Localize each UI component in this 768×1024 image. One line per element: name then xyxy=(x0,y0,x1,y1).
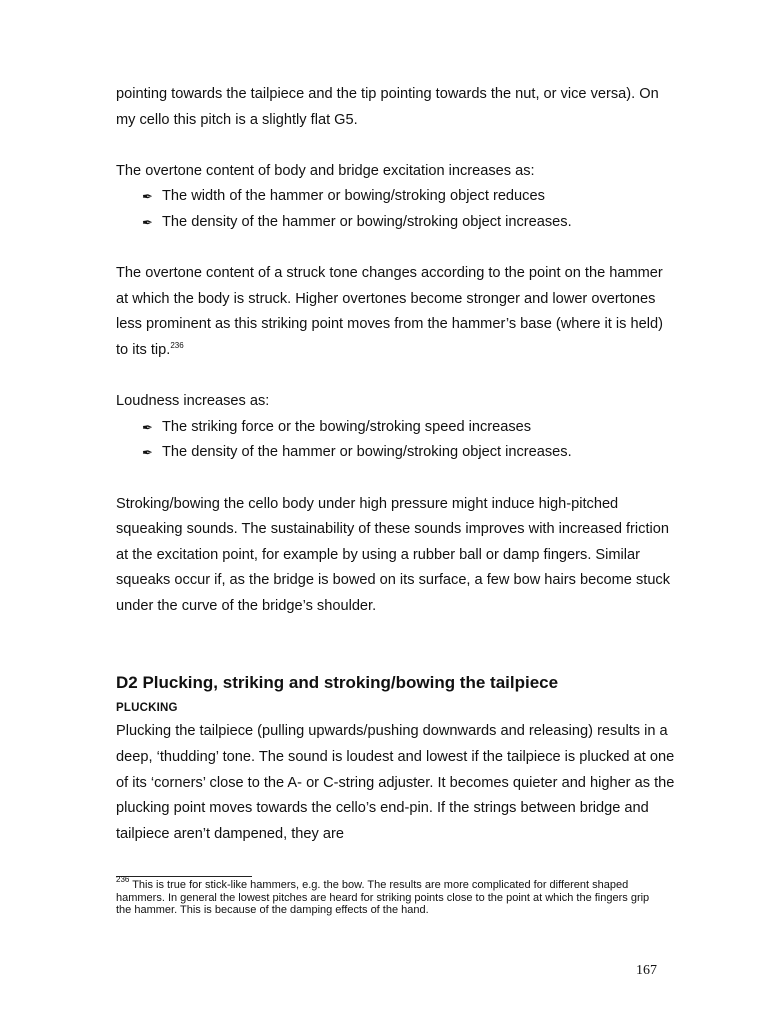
section-heading: D2 Plucking, striking and stroking/bowing the tailpiece xyxy=(116,673,559,693)
footnote-text: This is true for stick-like hammers, e.g. the bow. The results are more complicated for different shaped hammers. In general the lowest pitches are heard for striking points close to the point at which the fingers grip the hammer. This is because of the damping effects of the hand. xyxy=(116,879,650,917)
page-body xyxy=(116,82,676,847)
plucking-paragraph: Plucking the tailpiece (pulling upwards/pushing downwards and releasing) results in a deep, ‘thudding’ tone. The sound is loudest and lowest if the tailpiece is plucked at one of its ‘corners’ close to the A- or C-string adjuster. It becomes quieter and higher as the plucking point moves towards the cello’s end-pin. If the strings between bridge and tailpiece aren’t dampened, they are xyxy=(116,723,675,842)
list-item: ✒ The width of the hammer or bowing/stroking object reduces xyxy=(142,184,676,210)
section-subheading: PLUCKING xyxy=(116,702,178,715)
list-item: ✒ The striking force or the bowing/stroking speed increases xyxy=(142,415,676,441)
pen-nib-bullet-icon: ✒ xyxy=(142,419,153,435)
loudness-bullet-list xyxy=(116,415,676,466)
pen-nib-bullet-icon: ✒ xyxy=(142,189,153,205)
pen-nib-bullet-icon: ✒ xyxy=(142,445,153,461)
pen-nib-bullet-icon: ✒ xyxy=(142,214,153,230)
overtone-bullet-list xyxy=(116,184,676,235)
squeaking-paragraph: Stroking/bowing the cello body under high pressure might induce high-pitched squeaking sounds. The sustainability of these sounds improves with increased friction at the excitation point, for example by using a rubber ball or damp fingers. Similar squeaks occur if, as the bridge is bowed on its surface, a few bow hairs become stuck under the curve of the bridge’s shoulder. xyxy=(116,495,671,614)
list-item: ✒ The density of the hammer or bowing/stroking object increases. xyxy=(142,210,676,236)
footnote-number: 236 xyxy=(116,875,130,884)
loudness-intro: Loudness increases as: xyxy=(116,393,270,410)
page-number: 167 xyxy=(636,963,657,978)
list-item: ✒ The density of the hammer or bowing/stroking object increases. xyxy=(142,440,676,466)
overtone-intro: The overtone content of body and bridge excitation increases as: xyxy=(116,162,535,179)
paragraph-1: pointing towards the tailpiece and the tip pointing towards the nut, or vice versa). On my cello this pitch is a slightly flat G5. xyxy=(116,86,659,128)
footnote xyxy=(116,875,656,917)
footnote-reference[interactable]: 236 xyxy=(170,340,184,350)
struck-tone-paragraph: The overtone content of a struck tone changes according to the point on the hammer at which the body is struck. Higher overtones become stronger and lower overtones less prominent as this striking point moves from the hammer’s base (where it is held) to its tip.$^{236}$ xyxy=(116,265,663,358)
footnote-divider xyxy=(116,876,252,877)
